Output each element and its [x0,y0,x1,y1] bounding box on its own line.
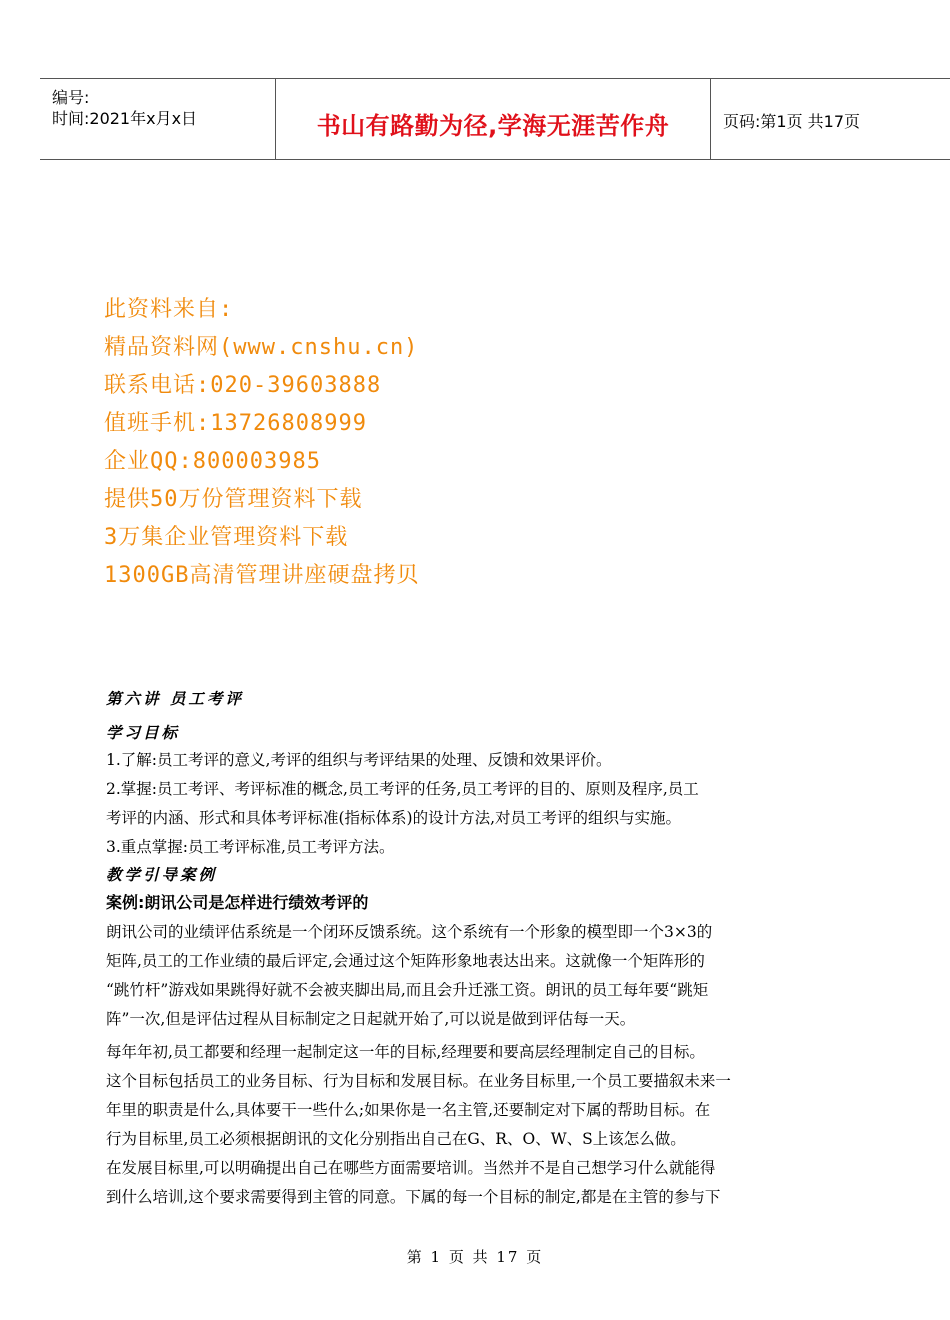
header-motto-cell [276,79,711,159]
ad-line: 3万集企业管理资料下载 [104,525,349,550]
ad-line-website: 精品资料网(www.cnshu.cn) [104,335,419,360]
ad-line-phone: 联系电话:020-39603888 [104,373,382,398]
objective-line: 考评的内涵、形式和具体考评标准(指标体系)的设计方法,对员工考评的组织与实施。 [106,809,682,827]
objective-line: 3.重点掌握:员工考评标准,员工考评方法。 [106,838,395,856]
paragraph-line: 年里的职责是什么,具体要干一些什么;如果你是一名主管,还要制定对下属的帮助目标。在 [106,1101,711,1119]
document-body [106,684,898,1212]
paragraph-line: 在发展目标里,可以明确提出自己在哪些方面需要培训。当然并不是自己想学习什么就能得 [106,1159,716,1177]
paragraph-line: 行为目标里,员工必须根据朗讯的文化分别指出自己在G、R、O、W、S上该怎么做。 [106,1130,686,1148]
header-meta-cell [40,79,276,159]
objectives-heading: 学习目标 [106,723,181,742]
document-time-label: 时间:2021年x月x日 [52,109,198,128]
ad-line: 1300GB高清管理讲座硬盘拷贝 [104,563,420,588]
paragraph-line: 矩阵,员工的工作业绩的最后评定,会通过这个矩阵形象地表达出来。这就像一个矩阵形的 [106,952,705,970]
case-title: 案例:朗讯公司是怎样进行绩效考评的 [106,893,369,912]
objective-line: 2.掌握:员工考评、考评标准的概念,员工考评的任务,员工考评的目的、原则及程序,员工 [106,780,699,798]
paragraph-line: “跳竹杆”游戏如果跳得好就不会被夹脚出局,而且会升迁涨工资。朗讯的员工每年要“跳矩 [106,981,709,999]
advertisement-block [104,294,419,598]
case-heading: 教学引导案例 [106,865,218,884]
paragraph-line: 朗讯公司的业绩评估系统是一个闭环反馈系统。这个系统有一个形象的模型即一个3×3的 [106,923,713,941]
paragraph-line: 这个目标包括员工的业务目标、行为目标和发展目标。在业务目标里,一个员工要描叙未来一 [106,1072,731,1090]
ad-line: 此资料来自: [104,297,234,322]
objective-line: 1.了解:员工考评的意义,考评的组织与考评结果的处理、反馈和效果评价。 [106,751,612,769]
document-number-label: 编号: [52,88,90,107]
ad-line-mobile: 值班手机:13726808999 [104,411,367,436]
document-header [40,78,950,160]
paragraph-line: 到什么培训,这个要求需要得到主管的同意。下属的每一个目标的制定,都是在主管的参与下 [106,1188,721,1206]
chapter-title: 第六讲 员工考评 [106,689,244,708]
header-motto: 书山有路勤为径,学海无涯苦作舟 [316,112,670,140]
ad-line: 提供50万份管理资料下载 [104,487,363,512]
header-page-cell [711,79,950,159]
paragraph-line: 阵”一次,但是评估过程从目标制定之日起就开始了,可以说是做到评估每一天。 [106,1010,636,1028]
page-footer: 第 1 页 共 17 页 [406,1248,544,1266]
ad-line-qq: 企业QQ:800003985 [104,449,321,474]
paragraph-line: 每年年初,员工都要和经理一起制定这一年的目标,经理要和要高层经理制定自己的目标。 [106,1043,705,1061]
header-page-number: 页码:第1页 共17页 [723,112,861,131]
